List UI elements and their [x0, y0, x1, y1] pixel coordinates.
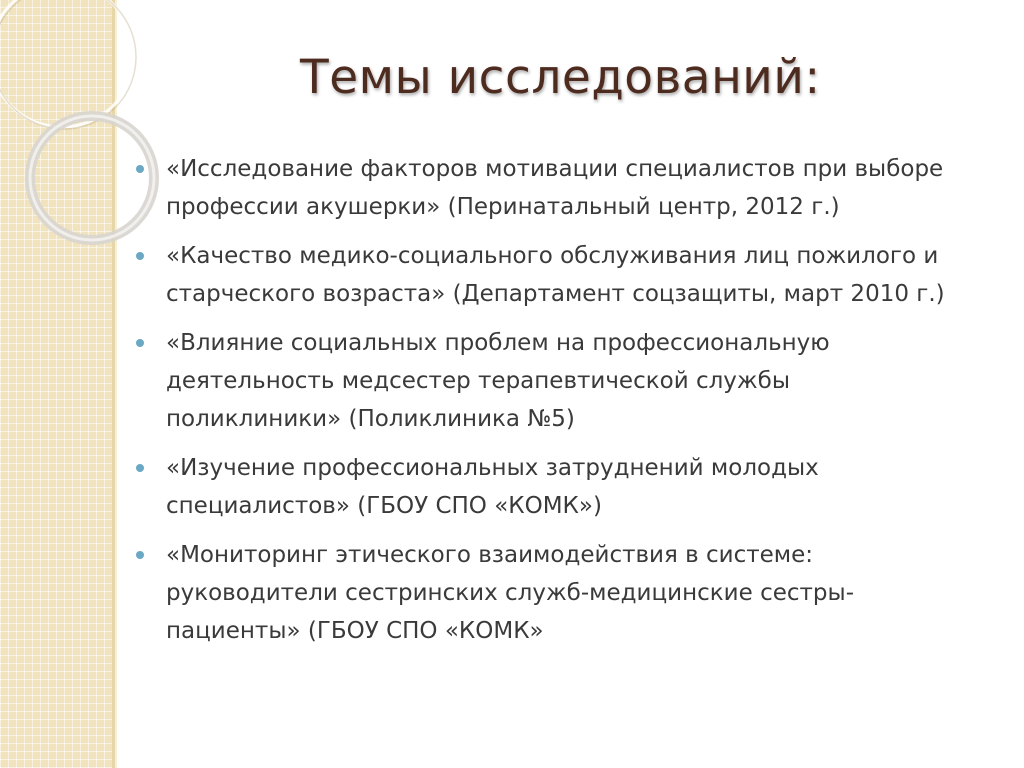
- slide-content: [133, 150, 953, 661]
- list-item: [133, 536, 953, 650]
- bullet-icon: [136, 464, 144, 472]
- list-item-text: «Качество медико-социального обслуживания лиц пожилого и старческого возраста» (Департамент соцзащиты, март 2010 г.): [166, 243, 945, 307]
- slide-title: Темы исследований:: [300, 50, 821, 105]
- bullet-icon: [136, 551, 144, 559]
- list-item: [133, 150, 953, 226]
- research-topics-list: [133, 150, 953, 650]
- bullet-icon: [136, 252, 144, 260]
- ring-large-shadow-icon: [0, 0, 136, 129]
- list-item-text: «Изучение профессиональных затруднений молодых специалистов» (ГБОУ СПО «КОМК»): [166, 455, 819, 519]
- list-item-text: «Влияние социальных проблем на профессиональную деятельность медсестер терапевтической службы поликлиники» (Поликлиника №5): [166, 330, 830, 432]
- list-item: [133, 324, 953, 438]
- list-item-text: «Исследование факторов мотивации специалистов при выборе профессии акушерки» (Перинатальный центр, 2012 г.): [166, 156, 944, 220]
- list-item: [133, 449, 953, 525]
- bullet-icon: [136, 339, 144, 347]
- bullet-icon: [136, 165, 144, 173]
- list-item: [133, 237, 953, 313]
- list-item-text: «Мониторинг этического взаимодействия в системе: руководители сестринских служб-медицинские сестры-пациенты» (ГБОУ СПО «КОМК»: [166, 542, 854, 644]
